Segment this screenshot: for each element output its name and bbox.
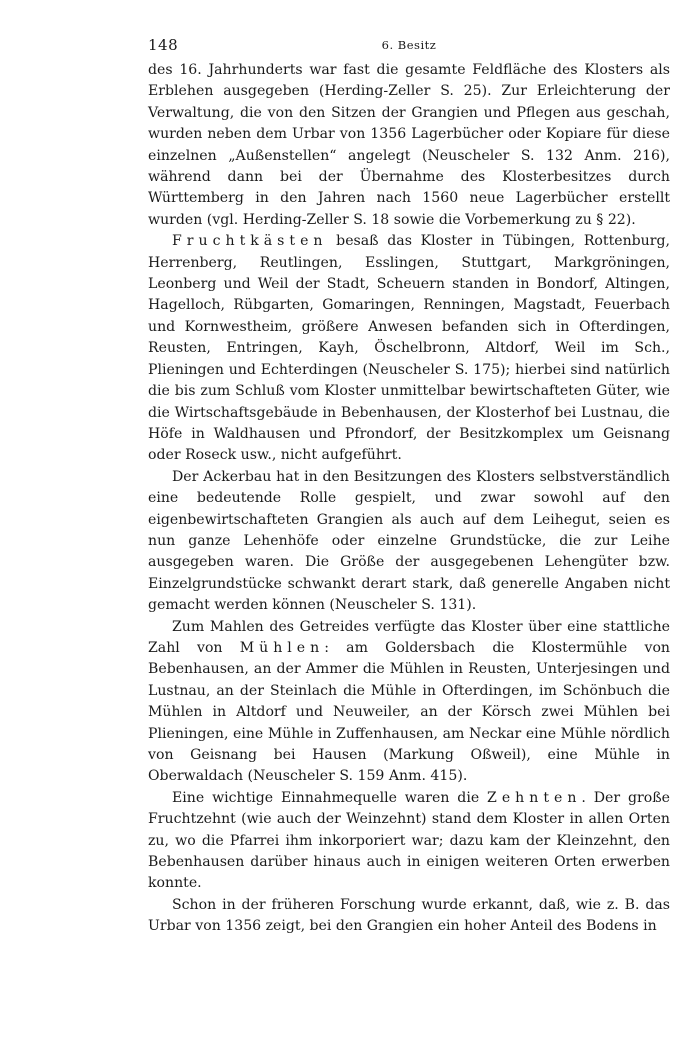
running-head: [148, 30, 670, 60]
paragraph: [148, 788, 670, 895]
emphasized-term: Zehnten: [487, 789, 582, 806]
book-page: [148, 30, 670, 938]
paragraph: [148, 617, 670, 788]
paragraph: [148, 467, 670, 617]
paragraph-text: : am Goldersbach die Klostermühle von Bebenhausen, an der Ammer die Mühlen in Reusten, Unterjesingen und Lustnau, an der Steinlach die Mühle in Ofterdingen, im Schönbuch die Mühlen in Altdorf und Neuweiler, an der Körsch zwei Mühlen bei Plieningen, eine Mühle in Zuffenhausen, am Neckar eine Mühle nördlich von Geisnang bei Hausen (Markung Oßweil), eine Mühle in Oberwaldach (Neuscheler S. 159 Anm. 415).: [148, 639, 671, 785]
paragraph-text: besaß das Kloster in Tübingen, Rottenburg, Herrenberg, Reutlingen, Esslingen, Stuttgart, Markgröningen, Leonberg und Weil der Stadt, Scheuern standen in Bondorf, Altingen, Hagelloch, Rübgarten, Gomaringen, Renningen, Magstadt, Feuerbach und Kornwestheim, größere Anwesen befanden sich in Ofterdingen, Reusten, Entringen, Kayh, Öschelbronn, Altdorf, Weil im Sch., Plieningen und Echterdingen (Neuscheler S. 175); hierbei sind natürlich die bis zum Schluß vom Kloster unmittelbar bewirtschafteten Güter, wie die Wirtschaftsgebäude in Bebenhausen, der Klosterhof bei Lustnau, die Höfe in Waldhausen und Pfrondorf, der Besitzkomplex um Geisnang oder Roseck usw., nicht aufgeführt.: [148, 233, 670, 464]
paragraph-text: Eine wichtige Einnahmequelle waren die: [172, 789, 488, 806]
emphasized-term: Mühlen: [239, 639, 325, 656]
paragraph: [148, 231, 670, 466]
paragraph-text: Schon in der früheren Forschung wurde erkannt, daß, wie z. B. das Urbar von 1356 zeigt, bei den Grangien ein hoher Anteil des Bodens in: [148, 896, 670, 935]
paragraph-text: Der Ackerbau hat in den Besitzungen des Klosters selbstverständlich eine bedeutende Rolle gespielt, und zwar sowohl auf den eigenbewirtschafteten Grangien als auch auf dem Leihegut, seien es nun ganze Lehenhöfe oder einzelne Grundstücke, die zur Leihe ausgegeben waren. Die Größe der ausgegebenen Lehengüter bzw. Einzelgrundstücke schwankt derart stark, daß generelle Angaben nicht gemacht werden können (Neuscheler S. 131).: [148, 468, 670, 614]
section-title: 6. Besitz: [381, 38, 437, 52]
paragraph-text: des 16. Jahrhunderts war fast die gesamte Feldfläche des Klosters als Erblehen ausgegeben (Herding-Zeller S. 25). Zur Erleichterung der Verwaltung, die von den Sitzen der Grangien und Pflegen aus geschah, wurden neben dem Urbar von 1356 Lagerbücher oder Kopiare für diese einzelnen „Außenstellen“ angelegt (Neuscheler S. 132 Anm. 216), während dann bei der Übernahme des Klosterbesitzes durch Württemberg in den Jahren nach 1560 neue Lagerbücher erstellt wurden (vgl. Herding-Zeller S. 18 sowie die Vorbemerkung zu § 22).: [148, 62, 670, 228]
paragraph: [148, 895, 670, 938]
body-text: [148, 60, 670, 938]
page-number: 148: [148, 36, 179, 54]
emphasized-term: Fruchtkästen: [172, 233, 328, 250]
paragraph: [148, 60, 670, 231]
paragraph-text: . Der große Fruchtzehnt (wie auch der Weinzehnt) stand dem Kloster in allen Orten zu, wo die Pfarrei ihm inkorporiert war; dazu kam der Kleinzehnt, den Bebenhausen darüber hinaus auch in einigen weiteren Orten erwerben konnte.: [148, 789, 670, 892]
paragraph-text: Zum Mahlen des Getreides verfügte das Kloster über eine stattliche Zahl von: [148, 618, 670, 656]
